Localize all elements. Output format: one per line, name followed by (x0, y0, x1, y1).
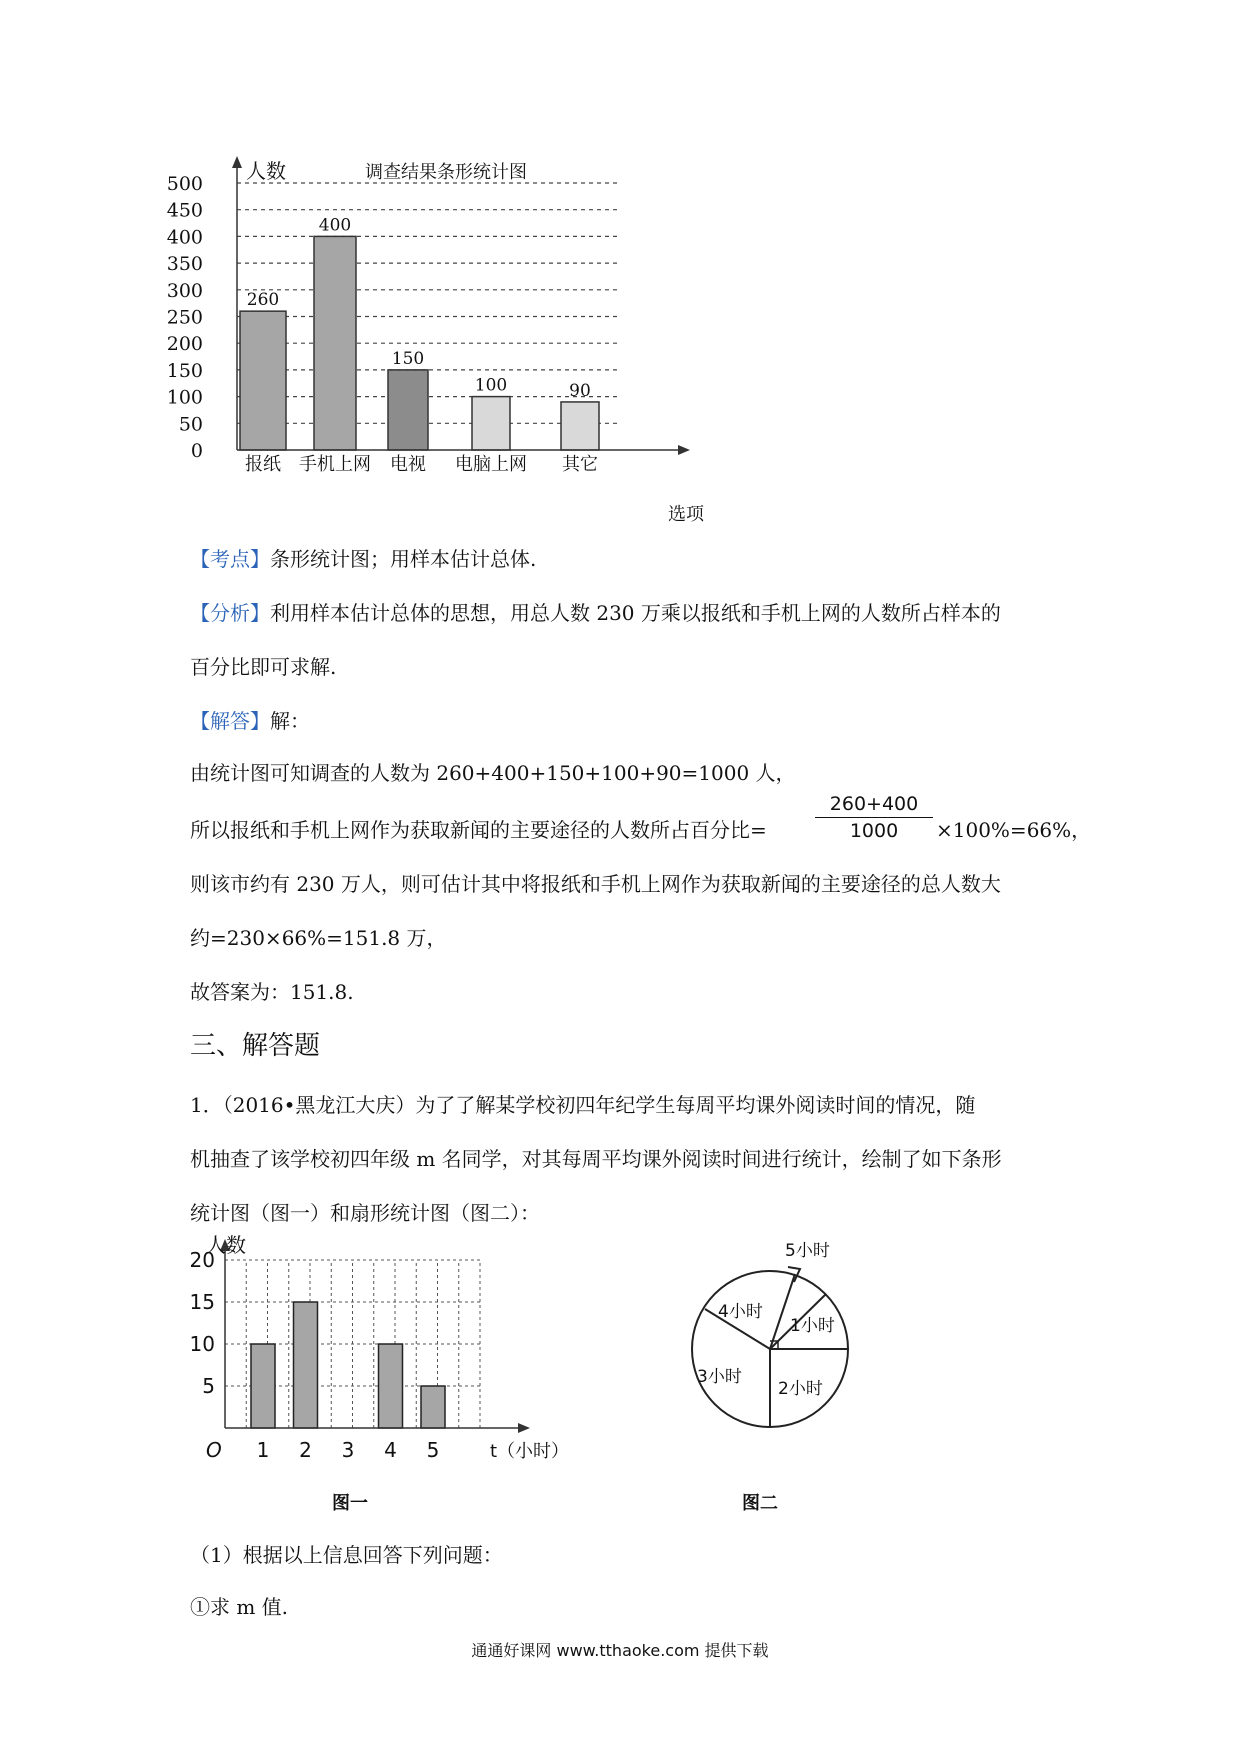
chart2-origin: O (206, 1438, 222, 1462)
chart2-caption: 图一 (332, 1493, 368, 1514)
chart2-category-label: 2 (299, 1438, 312, 1462)
pie-label-2h: 2小时 (778, 1379, 823, 1399)
problem-line-3: 统计图（图一）和扇形统计图（图二）： (190, 1201, 540, 1225)
question-1: （1）根据以上信息回答下列问题： (190, 1543, 503, 1567)
pie-label-3h: 3小时 (697, 1367, 742, 1387)
chart1-ytick: 500 (166, 173, 203, 195)
chart1-bar (472, 397, 510, 450)
pie-label-1h: 1小时 (790, 1316, 835, 1336)
solution-line-1: 由统计图可知调查的人数为 260+400+150+100+90=1000 人， (190, 761, 796, 785)
reading-time-pie-chart (660, 1205, 900, 1525)
problem-line-1: 1．（2016•黑龙江大庆）为了了解某学校初四年纪学生每周平均课外阅读时间的情况，随 (190, 1093, 976, 1117)
problem-line-2: 机抽查了该学校初四年级 m 名同学，对其每周平均课外阅读时间进行统计，绘制了如下条形 (190, 1147, 1002, 1171)
fraction-denominator: 1000 (849, 820, 899, 842)
chart1-ytick: 200 (166, 333, 203, 356)
chart1-ytick: 50 (178, 413, 203, 436)
chart1-value-label: 100 (474, 375, 508, 396)
chart1-category-label: 电视 (390, 454, 426, 475)
chart2-category-label: 4 (384, 1438, 397, 1462)
chart1-bar (388, 370, 428, 450)
jieda-tag: 【解答】 (190, 709, 270, 733)
chart1-value-label: 400 (318, 215, 352, 236)
page-footer: 通通好课网 www.tthaoke.com 提供下载 (471, 1641, 769, 1660)
chart2-ytick: 15 (189, 1290, 215, 1314)
chart1-value-label: 260 (246, 290, 280, 311)
chart2-ytick: 20 (189, 1248, 215, 1272)
survey-bar-chart (166, 150, 740, 530)
chart2-ytick: 5 (202, 1374, 215, 1398)
section-heading: 三、解答题 (190, 1031, 321, 1061)
fenxi-line (190, 600, 1001, 626)
chart1-ylabel: 人数 (246, 159, 286, 183)
chart1-ytick: 150 (166, 359, 203, 382)
chart3-caption: 图二 (742, 1493, 778, 1514)
fraction-numerator: 260+400 (829, 793, 919, 815)
chart1-ytick: 100 (166, 386, 203, 409)
chart1-ytick: 0 (190, 440, 203, 462)
chart2-category-label: 5 (426, 1438, 440, 1462)
chart1-ytick: 300 (166, 279, 203, 302)
chart1-ytick: 250 (166, 306, 203, 329)
chart2-bar (421, 1386, 445, 1428)
jieda-text: 解： (270, 709, 310, 733)
kaodian-line (190, 546, 536, 572)
chart2-bar (251, 1344, 275, 1428)
chart1-ytick: 350 (166, 253, 203, 276)
jieda-line (190, 708, 310, 734)
chart1-ytick: 400 (166, 226, 203, 249)
chart1-value-label: 90 (569, 380, 591, 401)
solution-line-2-suffix: ×100%=66%， (936, 818, 1092, 842)
fraction (815, 792, 933, 843)
chart1-bar (240, 311, 286, 450)
chart2-category-label: 3 (341, 1438, 355, 1462)
chart1-title: 调查结果条形统计图 (365, 162, 527, 183)
chart2-bar (379, 1344, 403, 1428)
solution-line-4: 约=230×66%=151.8 万， (190, 926, 447, 950)
question-1a: ①求 m 值. (190, 1595, 289, 1619)
pie-label-4h: 4小时 (718, 1302, 763, 1322)
chart1-category-label: 手机上网 (299, 454, 371, 475)
solution-line-3: 则该市约有 230 万人，则可估计其中将报纸和手机上网作为获取新闻的主要途径的总人数大 (190, 872, 1001, 896)
chart2-bar (294, 1302, 318, 1428)
chart1-ytick: 450 (166, 199, 203, 222)
chart1-value-label: 150 (391, 348, 425, 369)
fenxi-text-1: 利用样本估计总体的思想，用总人数 230 万乘以报纸和手机上网的人数所占样本的 (270, 601, 1001, 625)
chart1-category-label: 电脑上网 (455, 454, 527, 475)
solution-line-5: 故答案为：151.8. (190, 980, 354, 1004)
chart2-ylabel: 人数 (206, 1233, 246, 1257)
chart1-xlabel: 选项 (668, 504, 704, 525)
fenxi-tag: 【分析】 (190, 601, 270, 625)
kaodian-tag: 【考点】 (190, 547, 270, 571)
chart1-category-label: 其它 (562, 454, 598, 475)
fenxi-text-2: 百分比即可求解. (190, 655, 337, 679)
reading-time-bar-chart (180, 1230, 600, 1520)
kaodian-text: 条形统计图；用样本估计总体. (270, 547, 537, 571)
chart2-ytick: 10 (189, 1332, 215, 1356)
pie-label-5h: 5小时 (785, 1241, 830, 1261)
chart2-xlabel: t（小时） (490, 1441, 570, 1462)
chart1-bar (314, 236, 356, 450)
chart1-category-label: 报纸 (245, 454, 281, 475)
solution-line-2-prefix: 所以报纸和手机上网作为获取新闻的主要途径的人数所占百分比= (190, 818, 767, 842)
chart2-category-label: 1 (256, 1438, 270, 1462)
chart1-bar (561, 402, 599, 450)
